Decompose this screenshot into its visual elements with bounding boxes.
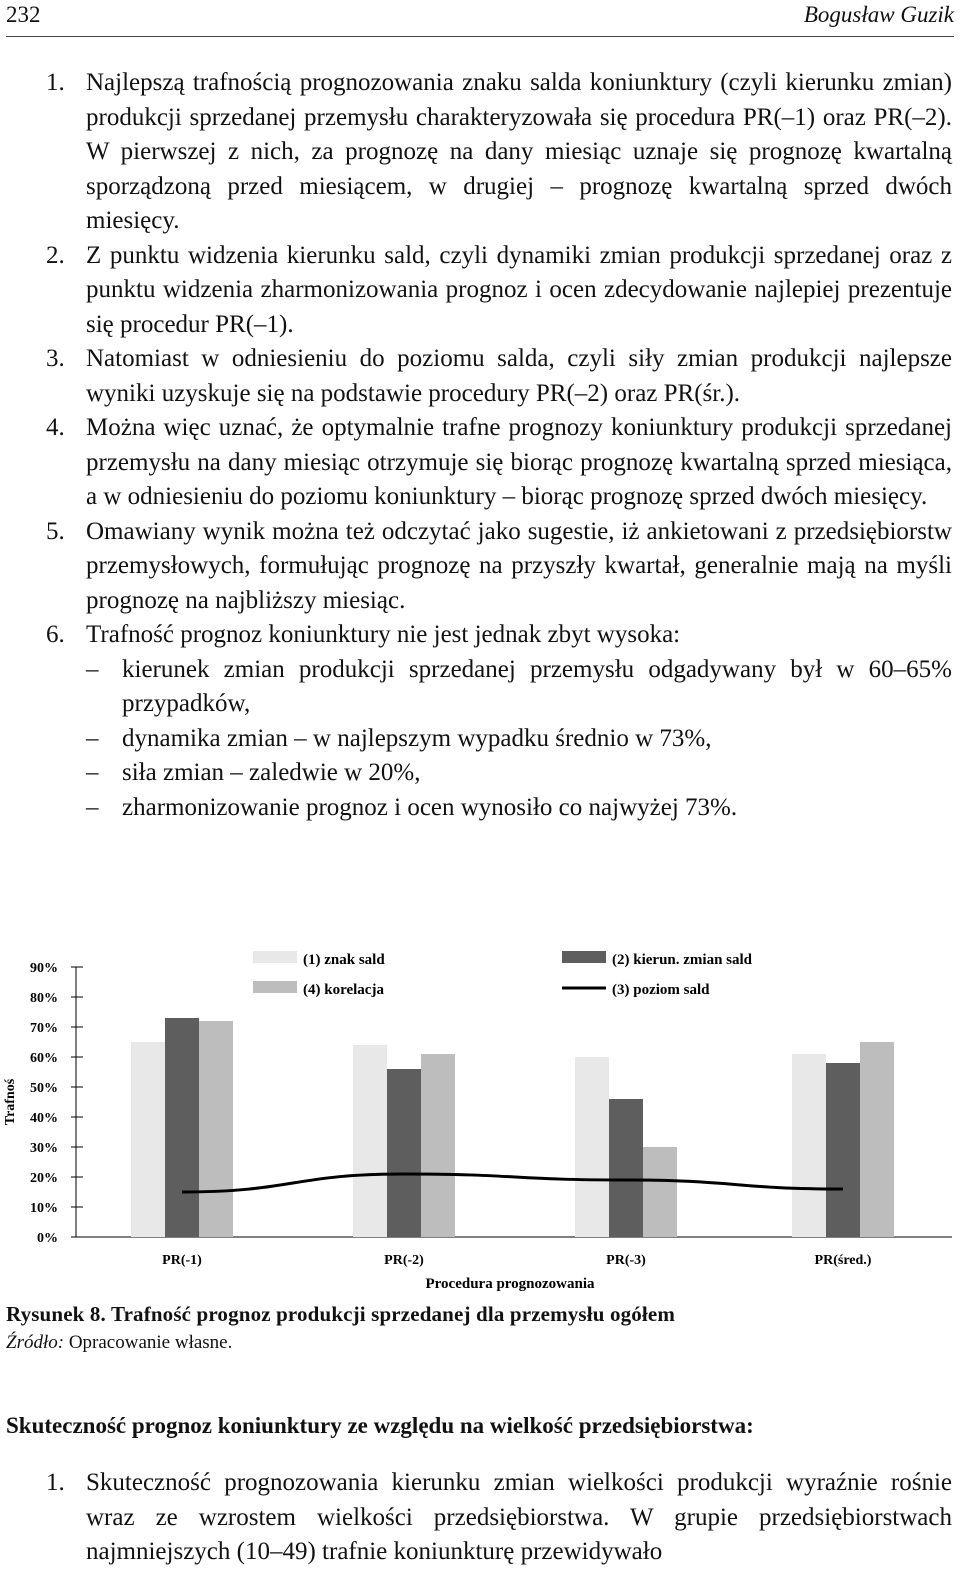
- line-series-3: [182, 1174, 843, 1192]
- item-number: 1.: [46, 1469, 65, 1496]
- sublist-item: [86, 756, 952, 791]
- x-axis-title: Procedura prognozowania: [425, 1276, 595, 1292]
- legend-swatch-series-0: [253, 951, 297, 963]
- bar-2-series-2: [643, 1147, 677, 1237]
- item-number: 1.: [46, 69, 65, 96]
- item-text: Trafność prognoz koniunktury nie jest jednak zbyt wysoka:: [86, 621, 681, 648]
- bar-3-series-1: [826, 1063, 860, 1237]
- bar-1-series-1: [387, 1069, 421, 1237]
- item-text: Najlepszą trafnością prognozowania znaku salda koniunktury (czyli kierunku zmian) produkcji sprzedanej przemysłu charakteryzowała się procedura PR(–1) oraz PR(–2). W pierwszej z nich, za prognozę na dany miesiąc uznaje się prognozę kwartalną sporządzoną przed miesiącem, w drugiej – prognozę kwartalną sprzed dwóch miesięcy.: [86, 69, 952, 234]
- dash-marker: –: [86, 724, 99, 752]
- bar-2-series-0: [575, 1057, 609, 1237]
- bar-2-series-1: [609, 1099, 643, 1237]
- bar-3-series-2: [860, 1042, 894, 1237]
- dash-marker: –: [86, 793, 99, 821]
- item-number: 2.: [46, 241, 65, 269]
- bar-3-series-0: [792, 1054, 826, 1237]
- bar-0-series-0: [131, 1042, 165, 1237]
- y-tick-label: 70%: [30, 1021, 58, 1036]
- item-number: 6.: [46, 621, 65, 648]
- list-item: [0, 1466, 952, 1570]
- figure-caption: Rysunek 8. Trafność prognoz produkcji sprzedanej dla przemysłu ogółem: [6, 1302, 676, 1326]
- item-number: 3.: [46, 345, 65, 372]
- x-tick-label: PR(śred.): [814, 1253, 872, 1268]
- y-tick-label: 10%: [30, 1201, 58, 1216]
- item-text: Można więc uznać, że optymalnie trafne prognozy koniunktury produkcji sprzedanej przemysłu na dany miesiąc otrzymuje się biorąc prognozę kwartalną sprzed miesiąca, a w odniesieniu do poziomu koniunktury – biorąc prognozę sprzed dwóch miesięcy.: [86, 414, 952, 510]
- item-text: Omawiany wynik można też odczytać jako sugestie, iż ankietowani z przedsiębiorstw przemysłowych, formułując prognozę na przyszły kwartał, generalnie mają na myśli prognozę na najbliższy miesiąc.: [86, 517, 952, 614]
- y-tick-label: 90%: [30, 961, 58, 976]
- list-item: [0, 239, 952, 343]
- y-tick-label: 30%: [30, 1141, 58, 1156]
- item-text: Natomiast w odniesieniu do poziomu salda, czyli siły zmian produkcji najlepsze wyniki uzyskuje się na podstawie procedury PR(–2) oraz PR(śr.).: [86, 345, 952, 407]
- dash-marker: –: [86, 759, 99, 786]
- legend-swatch-series-2: [253, 981, 297, 993]
- legend-label: (2) kierun. zmian sald: [612, 952, 753, 968]
- x-tick-label: PR(-2): [384, 1253, 424, 1268]
- sublist-item: [86, 791, 952, 826]
- legend-label: (1) znak sald: [303, 952, 385, 968]
- y-tick-label: 50%: [30, 1081, 58, 1096]
- list-item: [0, 66, 952, 239]
- legend-label: (3) poziom sald: [612, 982, 710, 998]
- list-item: [0, 618, 952, 825]
- page-header: [6, 0, 954, 37]
- page-number: 232: [6, 2, 41, 27]
- size-findings-list: [0, 1466, 952, 1570]
- sublist-text: zharmonizowanie prognoz i ocen wynosiło co najwyżej 73%.: [122, 793, 738, 821]
- legend-label: (4) korelacja: [303, 982, 384, 998]
- bar-0-series-1: [165, 1018, 199, 1237]
- sublist-text: dynamika zmian – w najlepszym wypadku średnio w 73%,: [122, 724, 712, 752]
- sublist-item: [86, 653, 952, 722]
- findings-list: [0, 66, 952, 825]
- y-tick-label: 80%: [30, 991, 58, 1006]
- sublist-text: siła zmian – zaledwie w 20%,: [122, 759, 421, 786]
- legend-swatch-series-1: [562, 951, 606, 963]
- sublist-text: kierunek zmian produkcji sprzedanej przemysłu odgadywany był w 60–65% przypadków,: [122, 655, 952, 717]
- source-label: Źródło:: [6, 1332, 65, 1353]
- item-text: Z punktu widzenia kierunku sald, czyli dynamiki zmian produkcji sprzedanej oraz z punktu widzenia zharmonizowania prognoz i ocen zdecydowanie najlepiej prezentuje się procedur PR(–1).: [86, 241, 952, 338]
- item-text: Skuteczność prognozowania kierunku zmian wielkości produkcji wyraźnie rośnie wraz ze wzrostem wielkości przedsiębiorstwa. W grupie przedsiębiorstwach najmniejszych (10–49) trafnie koniunkturę przewidywało: [86, 1469, 952, 1565]
- x-tick-label: PR(-3): [606, 1253, 646, 1268]
- dash-sublist: [86, 653, 952, 826]
- list-item: [0, 342, 952, 411]
- sublist-item: [86, 722, 952, 757]
- list-item: [0, 411, 952, 515]
- y-tick-label: 0%: [37, 1231, 58, 1246]
- item-number: 4.: [46, 414, 65, 441]
- dash-marker: –: [86, 655, 99, 683]
- bar-chart: [0, 938, 960, 1292]
- running-author: Bogusław Guzik: [803, 2, 954, 27]
- section-heading: Skuteczność prognoz koniunktury ze względu na wielkość przedsiębiorstwa:: [6, 1413, 754, 1438]
- y-tick-label: 60%: [30, 1051, 58, 1066]
- x-tick-label: PR(-1): [162, 1253, 202, 1268]
- y-tick-label: 20%: [30, 1171, 58, 1186]
- source-text: Opracowanie własne.: [64, 1332, 233, 1353]
- list-item: [0, 515, 952, 619]
- item-number: 5.: [46, 517, 65, 545]
- y-axis-title: Trafnoś: [3, 1078, 18, 1126]
- y-tick-label: 40%: [30, 1111, 58, 1126]
- bar-1-series-0: [353, 1045, 387, 1237]
- bar-1-series-2: [421, 1054, 455, 1237]
- figure-source: [6, 1332, 232, 1354]
- bar-0-series-2: [199, 1021, 233, 1237]
